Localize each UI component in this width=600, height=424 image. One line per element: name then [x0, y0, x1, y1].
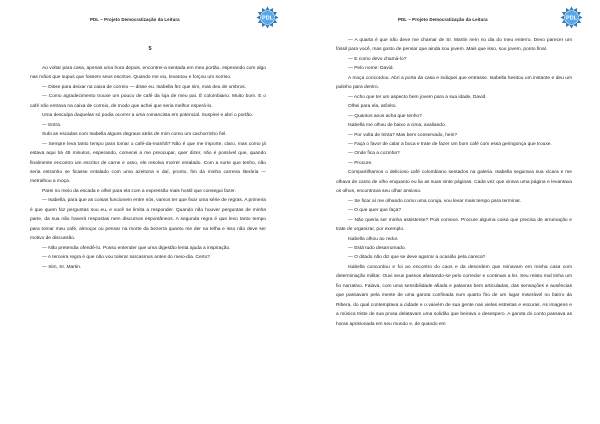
paragraph: — Faça o favor de calar a boca e trate de fazer um bom café com essa geringonça que trouxe. — [348, 141, 552, 147]
logo-text: PDL — [262, 15, 273, 22]
left-body-text — [30, 64, 266, 272]
paragraph: — A quarta é que não deve me chamar de Sr. Martin nem no dia do meu enterro. Devo parecer um fóssil para você, mas gosto de pensar que ainda sou jovem. Mais que isso, sou jovem, ponto final. — [336, 38, 572, 53]
paragraph: Isabella olhou ao redor. — [348, 236, 399, 242]
page-header-left: PDL – Projeto Democratização da Leitura — [90, 17, 180, 22]
paragraph: — Não pretendia ofendê-lo. Posso entender que uma digestão lenta ajuda a inspiração. — [42, 245, 231, 251]
right-page — [300, 0, 600, 424]
paragraph: Uma desculpa daquelas só podia ocorrer a uma romancista em potencial. Suspirei e abri o portão. — [42, 113, 254, 119]
paragraph: Compartilhamos o delicioso café colombiano sentados na galeria. Isabella segurava sua xícara e me olhava de canto de olho enquanto eu lia as suas vinte páginas. Cada vez que virava uma página e levantava os olhos, encontrava seu olhar ansioso. — [336, 170, 572, 195]
paragraph: Olhei para ela, atônito. — [348, 104, 397, 110]
paragraph: — Onde fica a cozinha? — [348, 151, 400, 157]
page-header-right: PDL – Projeto Democratização da Leitura — [398, 17, 488, 22]
paragraph: — Procure. — [348, 160, 373, 166]
paragraph: A moça concordou. Abri a porta da casa e indiquei que entrasse. Isabella hesitou um instante e deu um pulinho para dentro. — [336, 75, 572, 91]
paragraph: — Por volta de trinta? Mas bem conservado, hein? — [348, 132, 458, 138]
logo-text: PDL — [566, 15, 577, 22]
paragraph: — Está tudo desarrumado. — [348, 245, 406, 251]
paragraph: — Disse para deixar na caixa de correio — disse eu. Isabella fez que sim, mas deu de ombros. — [42, 84, 247, 90]
paragraph: Isabella concordou e foi ao encontro do caos e da desordem que reinavam em minha casa com determinação militar. Ouvi seus passos afastando-se pelo corredor e continuei a ler. Seu relato mal tinha um fio narrativo. Falava, com uma sensibilidade afiada e palavras bem articuladas, das sensações e ausências que passavam pela mente de uma garota confinada num quarto frio de um lugar miserável no bairro da Ribera, do qual contemplava a cidade e o vaivém de sua gente nas vielas estreitas e escuras. As imagens e a música triste de sua prosa delatavam uma solidão que beirava o desespero. A garota do conto passava as horas aprisionada em seu mundo e, de quando em — [336, 264, 572, 327]
paragraph: — A terceira regra é que não vou tolerar sarcasmos antes do meio-dia. Certo? — [42, 255, 211, 261]
paragraph: — Isabella, para que as coisas funcionem entre nós, vamos ter que fixar uma série de regras. A primeira é que quem faz perguntas sou eu, e você se limita a responder. Quando não houver perguntas de minha parte, da sua não haverá respostas nem discursos espontâneos. A segunda regra é que levo tanto tempo para tomar meu café, almoçar ou pensar na morte da bezerra quanto me der na telha e isso não deve ser motivo de discussão. — [30, 198, 266, 242]
chapter-number: 5 — [148, 46, 152, 52]
paragraph: — Pelo nome: David. — [348, 66, 394, 72]
paragraph: Parei no meio da escada e olhei para ela com a expressão mais hostil que consegui fazer. — [42, 188, 236, 194]
paragraph: Isabella me olhou de baixo a cima, avaliando. — [348, 123, 447, 129]
paragraph: Subi as escadas com Isabella alguns degraus atrás de mim como um cachorrinho fiel. — [42, 132, 227, 138]
pdl-logo-right — [560, 6, 583, 29]
paragraph: — Sempre leva tanto tempo para tomar o café-da-manhã? Não é que me importe, claro, mas como já estava aqui há 45 minutos, esperando, comecei a me preocupar, quer dizer, não é possível que, quando finalmente encontro um escritor de carne e osso, ele resolva morrer entalado. Com a sorte que tenho, não seria estranho se ficasse entalado com uma azeitona e daí, pronto, fim da minha carreira literária — metralhou a moça. — [30, 141, 266, 185]
paragraph: — Como agradecimento trouxe um pouco de café da loja de meu pai. É colombiano. Muito bom. E o café não entrava na caixa de correio, de modo que achei que seria melhor esperá-lo. — [30, 94, 266, 109]
paragraph: — O ditado não diz que se deve agarrar a ocasião pela careca? — [348, 255, 486, 261]
paragraph: — Não queria ser minha assistente? Pois comece. Procure alguma coisa que precisa de arrumação e trate de organizar, por exemplo. — [336, 217, 572, 233]
paragraph: — Se ficar aí me olhando como uma coruja, vou levar mais tempo para terminar. — [348, 198, 522, 204]
paragraph: — Quantos anos acha que tenho? — [348, 113, 422, 119]
paragraph: — Entra. — [42, 122, 62, 128]
paragraph: — Sim, Sr. Martin. — [42, 264, 82, 270]
paragraph: — O que quer que faça? — [348, 208, 402, 214]
paragraph: — E como devo chamá-lo? — [348, 56, 407, 62]
right-body-text — [336, 36, 572, 329]
paragraph: Ao voltar para casa, apenas uma hora depois, encontrei-a sentada em meu portão, esperando com algo nas mãos que supus que fossem seus escritos. Quando me viu, levantou e forçou um sorriso. — [30, 66, 266, 81]
paragraph: — Acho que ter um aspecto bem jovem para a sua idade, David. — [348, 94, 487, 100]
pdl-logo-left — [256, 6, 279, 29]
